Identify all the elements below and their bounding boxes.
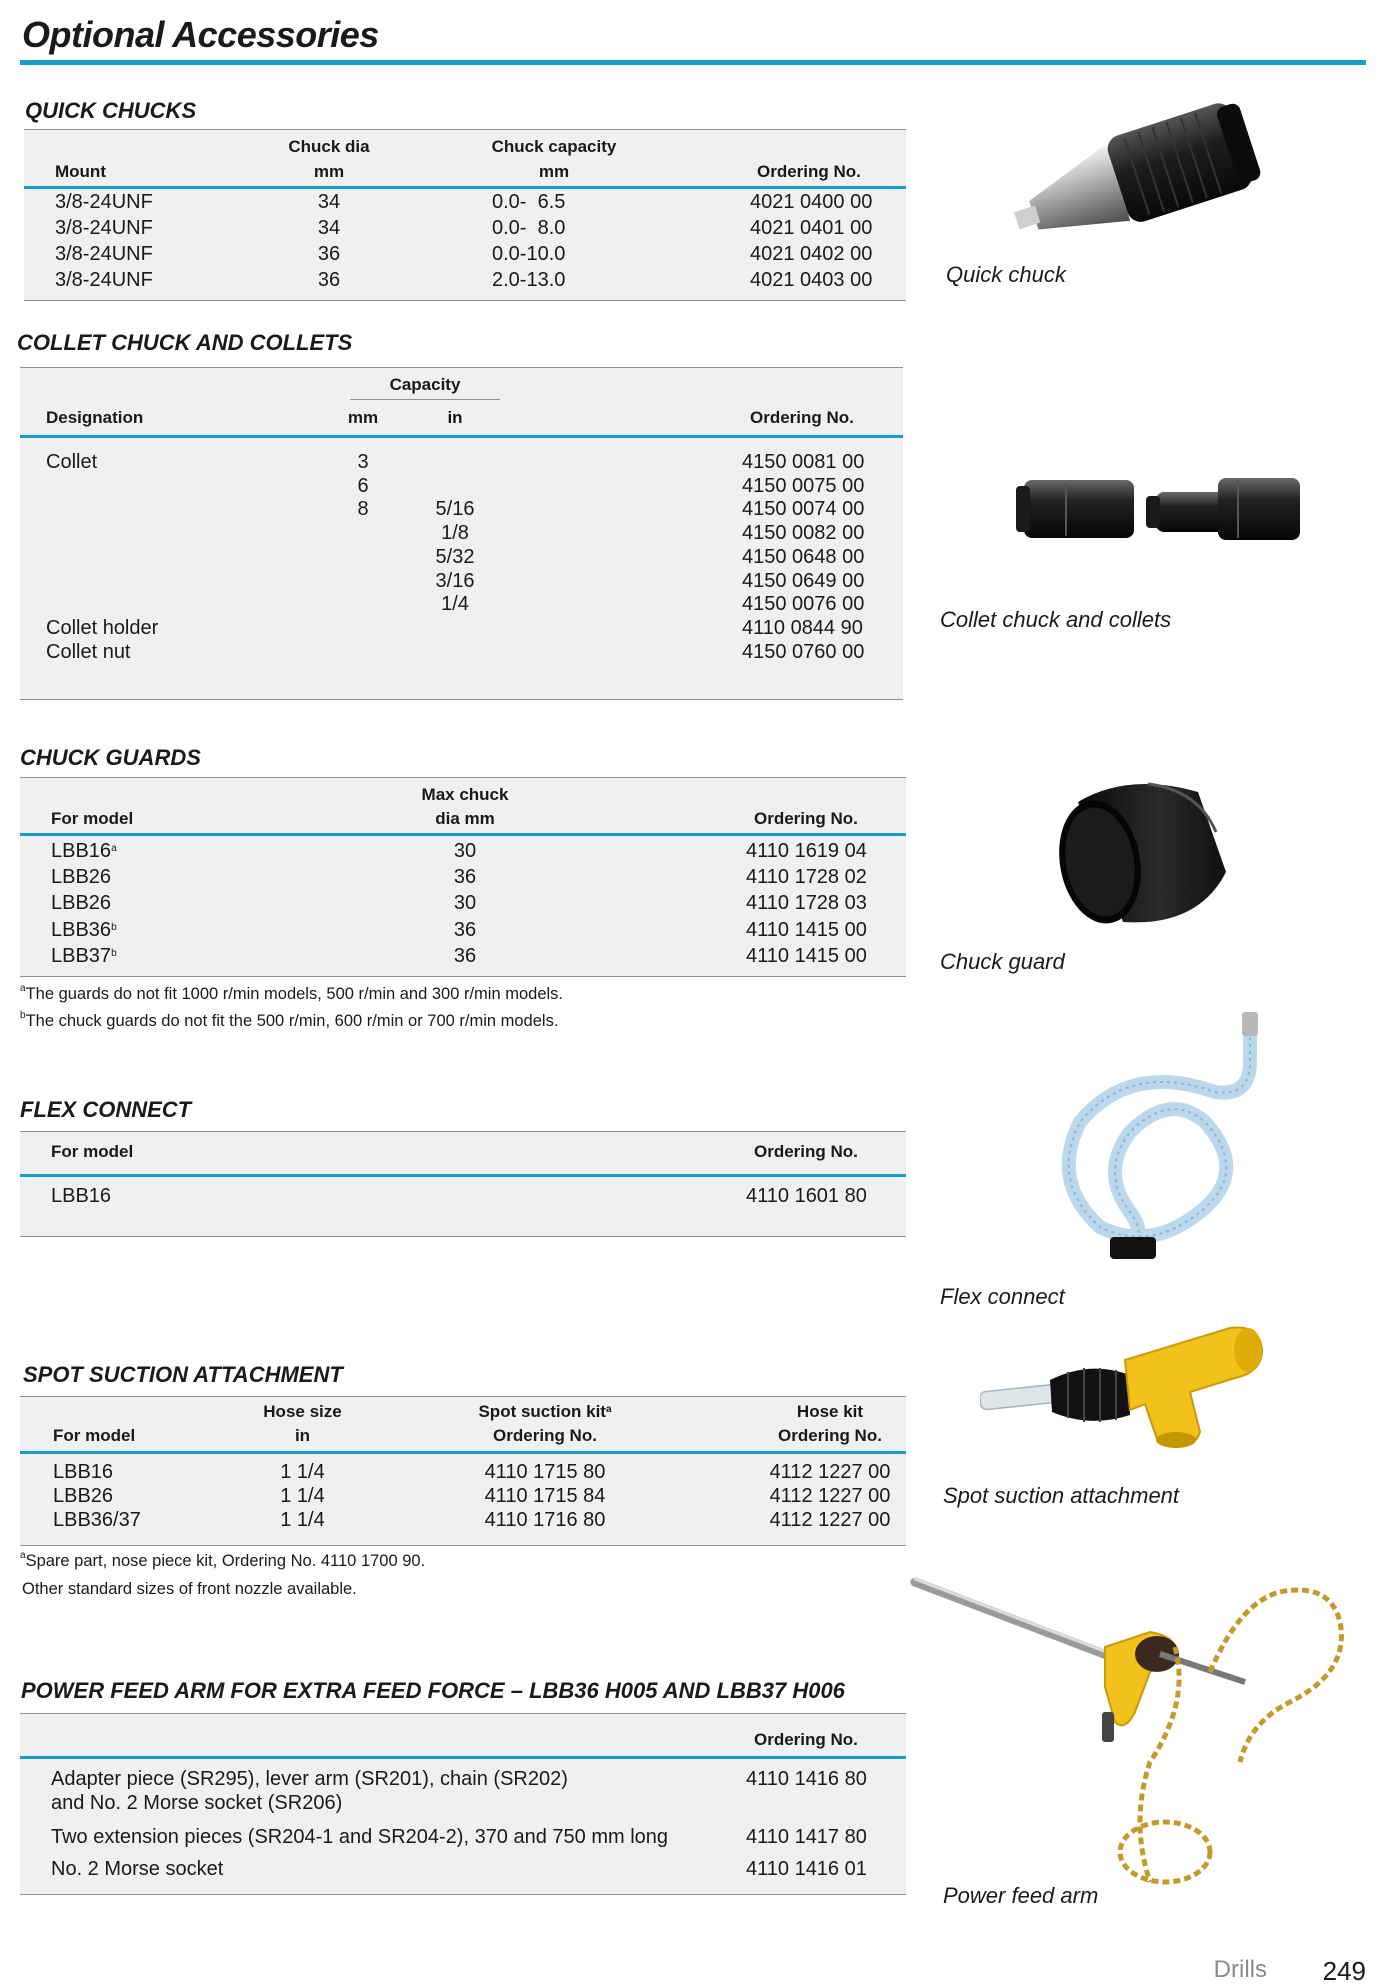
header-hose-size-unit: in [294, 1426, 311, 1445]
cell-ordering: 4021 0400 00 [750, 191, 873, 213]
cell-dia: 34 [317, 217, 341, 239]
caption-power-feed-arm: Power feed arm [943, 1883, 1099, 1908]
cell-ordering: 4110 0844 90 [742, 617, 863, 639]
page-title: Optional Accessories [22, 14, 379, 55]
header-model: For model [53, 1426, 136, 1445]
cell-description: Adapter piece (SR295), lever arm (SR201), chain (SR202) [51, 1768, 568, 1790]
cell-kit: 4110 1715 80 [484, 1461, 606, 1483]
cell-ordering: 4150 0760 00 [742, 641, 865, 663]
header-ordering: Ordering No. [757, 162, 861, 181]
header-rule [20, 1174, 906, 1177]
collet-chuck-table [20, 367, 903, 700]
cell-ordering: 4110 1416 01 [746, 1858, 867, 1880]
header-ordering: Ordering No. [750, 408, 854, 427]
cell-in: 5/32 [435, 546, 475, 568]
cell-model: LBB16$^a$ [51, 840, 117, 862]
quick-chucks-table [24, 129, 906, 301]
cell-mount: 3/8-24UNF [55, 191, 153, 213]
cell-ordering: 4021 0403 00 [750, 269, 873, 291]
cell-ordering: 4110 1601 80 [746, 1185, 867, 1207]
cell-ordering: 4110 1415 00 [746, 919, 867, 941]
cell-ordering: 4150 0076 00 [742, 593, 865, 615]
chuck-guard-image [1048, 762, 1238, 942]
header-hose-size: Hose size [263, 1402, 342, 1421]
flex-connect-image [1040, 1012, 1280, 1262]
header-rule [20, 435, 903, 438]
cell-mount: 3/8-24UNF [55, 217, 153, 239]
header-rule [24, 186, 906, 189]
section-title-chuck-guards: CHUCK GUARDS [20, 745, 201, 770]
cell-dia: 30 [453, 892, 477, 914]
cell-ordering: 4110 1728 03 [746, 892, 867, 914]
header-hose-kit-ordering: Ordering No. [778, 1426, 882, 1445]
cell-in: 1/4 [441, 593, 469, 615]
collet-chuck-image [1006, 468, 1306, 558]
header-rule [20, 833, 906, 836]
cell-ordering: 4150 0081 00 [742, 451, 865, 473]
cell-dia: 36 [317, 243, 341, 265]
header-ordering: Ordering No. [754, 809, 858, 828]
cell-hose-kit: 4112 1227 00 [769, 1509, 891, 1531]
cell-in: 5/16 [435, 498, 475, 520]
header-rule [20, 1451, 906, 1454]
section-title-flex-connect: FLEX CONNECT [20, 1097, 192, 1122]
cell-dia: 30 [453, 840, 477, 862]
section-title-spot-suction: SPOT SUCTION ATTACHMENT [23, 1362, 343, 1387]
cell-model: LBB16 [53, 1461, 114, 1483]
cell-ordering: 4110 1728 02 [746, 866, 867, 888]
footnote-other-sizes: Other standard sizes of front nozzle available. [22, 1580, 357, 1598]
cell-ordering: 4021 0401 00 [750, 217, 873, 239]
cell-designation: Collet nut [46, 641, 131, 663]
footnote-a: $^a$Spare part, nose piece kit, Ordering No. 4110 1700 90. [20, 1550, 426, 1570]
cell-capacity: 2.0-13.0 [492, 269, 566, 291]
cell-description-cont: and No. 2 Morse socket (SR206) [51, 1792, 343, 1814]
header-rule [20, 1756, 906, 1759]
header-ordering: Ordering No. [754, 1730, 858, 1749]
cell-ordering: 4150 0648 00 [742, 546, 865, 568]
cell-model: LBB26 [53, 1485, 114, 1507]
cell-ordering: 4150 0075 00 [742, 475, 865, 497]
cell-kit: 4110 1715 84 [484, 1485, 606, 1507]
header-mm: mm [347, 408, 379, 427]
chuck-guards-table [20, 777, 906, 977]
cell-ordering: 4110 1416 80 [746, 1768, 867, 1790]
caption-flex-connect: Flex connect [940, 1284, 1065, 1309]
footnote-a: $^a$The guards do not fit 1000 r/min models, 500 r/min and 300 r/min models. [20, 983, 564, 1003]
cell-ordering: 4110 1415 00 [746, 945, 867, 967]
cell-ordering: 4150 0082 00 [742, 522, 865, 544]
header-ordering: Ordering No. [754, 1142, 858, 1161]
page-number: 249 [1322, 1956, 1366, 1986]
cell-dia: 34 [317, 191, 341, 213]
header-chuck-capacity-unit: mm [538, 162, 570, 181]
cell-model: LBB26 [51, 866, 112, 888]
header-chuck-capacity: Chuck capacity [491, 137, 617, 156]
section-title-collet-chuck: COLLET CHUCK AND COLLETS [17, 330, 353, 355]
caption-collet-chuck: Collet chuck and collets [940, 607, 1172, 632]
cell-hose: 1 1/4 [280, 1461, 325, 1483]
header-max-chuck: Max chuck [421, 785, 509, 804]
power-feed-table [20, 1713, 906, 1895]
cell-model: LBB16 [51, 1185, 112, 1207]
cell-description: Two extension pieces (SR204-1 and SR204-2), 370 and 750 mm long [51, 1826, 669, 1848]
cell-capacity: 0.0- 8.0 [492, 217, 566, 239]
header-capacity: Capacity [389, 375, 461, 394]
header-mount: Mount [55, 162, 106, 181]
capacity-underline [350, 399, 500, 400]
footer-section-label: Drills [1213, 1956, 1267, 1983]
spot-suction-table [20, 1396, 906, 1546]
cell-model: LBB36$^b$ [51, 919, 117, 941]
header-model: For model [51, 809, 134, 828]
cell-dia: 36 [453, 866, 477, 888]
header-designation: Designation [46, 408, 144, 427]
cell-ordering: 4110 1619 04 [746, 840, 867, 862]
cell-mm: 6 [357, 475, 369, 497]
title-rule [20, 60, 1366, 65]
footnote-b: $^b$The chuck guards do not fit the 500 r/min, 600 r/min or 700 r/min models. [20, 1010, 559, 1030]
caption-chuck-guard: Chuck guard [940, 949, 1065, 974]
cell-designation: Collet [46, 451, 98, 473]
cell-hose: 1 1/4 [280, 1485, 325, 1507]
cell-ordering: 4110 1417 80 [746, 1826, 867, 1848]
cell-ordering: 4150 0074 00 [742, 498, 865, 520]
cell-dia: 36 [453, 945, 477, 967]
spot-suction-image [980, 1320, 1270, 1450]
cell-designation: Collet holder [46, 617, 159, 639]
cell-hose-kit: 4112 1227 00 [769, 1485, 891, 1507]
cell-ordering: 4021 0402 00 [750, 243, 873, 265]
header-in: in [447, 408, 463, 427]
cell-capacity: 0.0- 6.5 [492, 191, 566, 213]
header-spot-suction-kit: Spot suction kit$^a$ [478, 1402, 612, 1421]
caption-quick-chuck: Quick chuck [946, 262, 1066, 287]
cell-capacity: 0.0-10.0 [492, 243, 566, 265]
header-model: For model [51, 1142, 134, 1161]
caption-spot-suction: Spot suction attachment [943, 1483, 1180, 1508]
header-chuck-dia: Chuck dia [288, 137, 370, 156]
flex-connect-table [20, 1131, 906, 1237]
section-title-power-feed: POWER FEED ARM FOR EXTRA FEED FORCE – LBB36 H005 AND LBB37 H006 [21, 1678, 845, 1703]
cell-kit: 4110 1716 80 [484, 1509, 606, 1531]
cell-model: LBB37$^b$ [51, 945, 117, 967]
cell-mount: 3/8-24UNF [55, 269, 153, 291]
cell-hose-kit: 4112 1227 00 [769, 1461, 891, 1483]
header-kit-ordering: Ordering No. [493, 1426, 597, 1445]
cell-model: LBB36/37 [53, 1509, 141, 1531]
cell-hose: 1 1/4 [280, 1509, 325, 1531]
cell-model: LBB26 [51, 892, 112, 914]
cell-mm: 8 [357, 498, 369, 520]
section-title-quick-chucks: QUICK CHUCKS [25, 98, 197, 123]
header-hose-kit: Hose kit [796, 1402, 864, 1421]
cell-mm: 3 [357, 451, 369, 473]
cell-mount: 3/8-24UNF [55, 243, 153, 265]
cell-in: 1/8 [441, 522, 469, 544]
cell-in: 3/16 [435, 570, 475, 592]
header-chuck-dia-unit: mm [313, 162, 345, 181]
header-max-chuck-unit: dia mm [435, 809, 495, 828]
power-feed-arm-image [910, 1562, 1370, 1902]
cell-ordering: 4150 0649 00 [742, 570, 865, 592]
cell-dia: 36 [317, 269, 341, 291]
cell-dia: 36 [453, 919, 477, 941]
quick-chuck-image [1000, 96, 1270, 266]
cell-description: No. 2 Morse socket [51, 1858, 224, 1880]
